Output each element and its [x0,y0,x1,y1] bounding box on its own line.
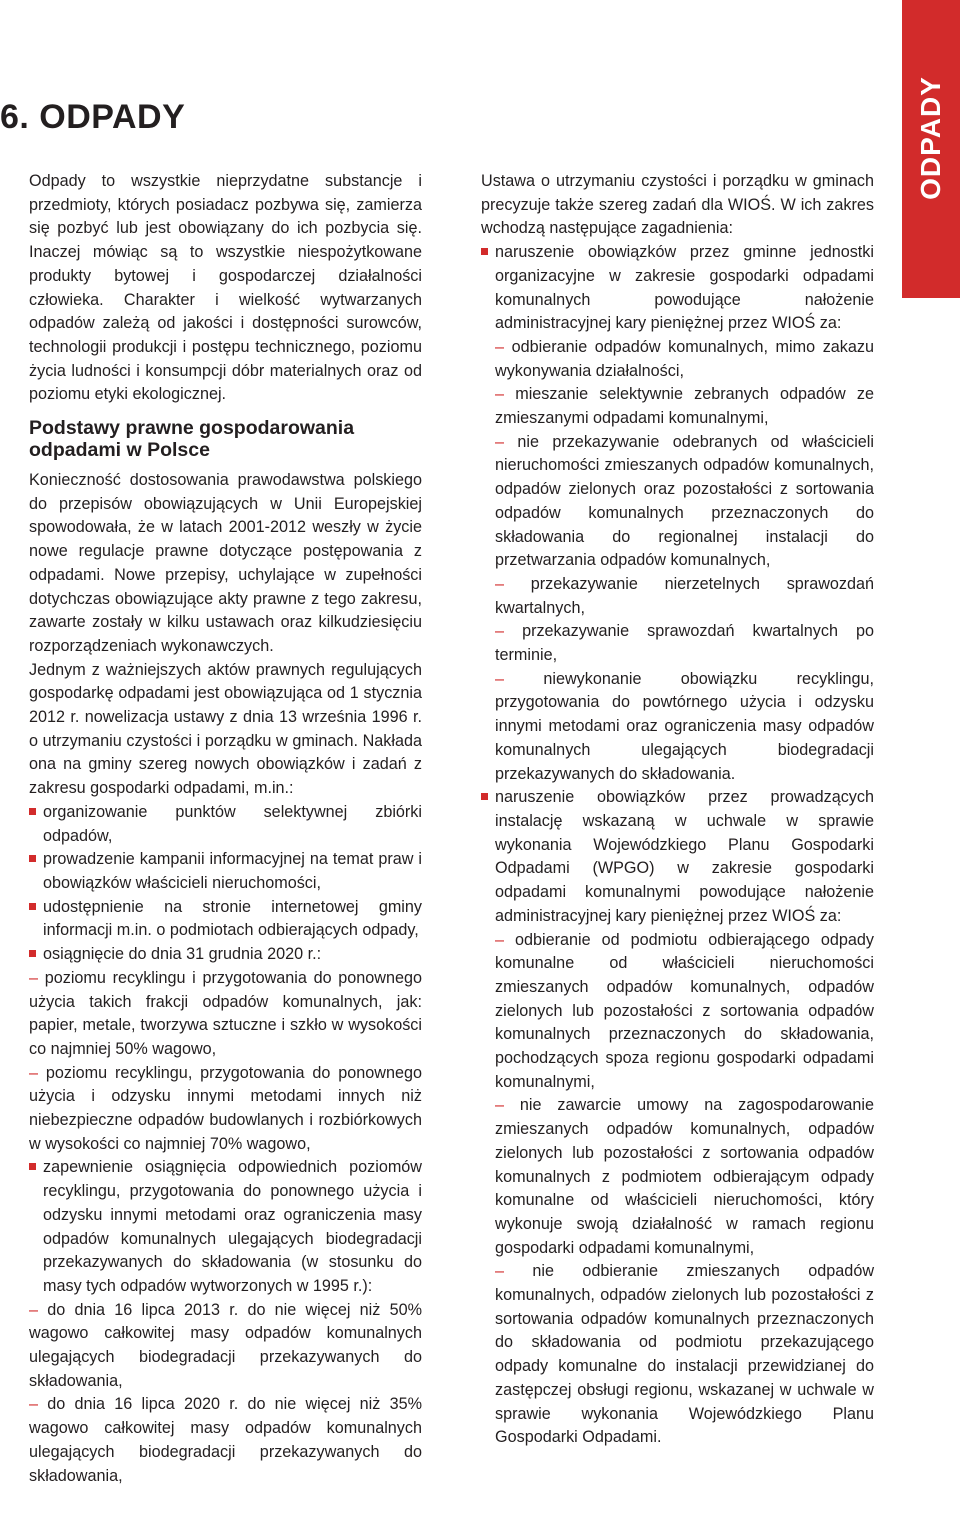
dash-marker: – [495,930,505,949]
right-column [481,170,874,1450]
list-item: zapewnienie osiągnięcia odpowiednich poziomów recyklingu, przygotowania do ponownego użycia i odzysku innymi metodami oraz ograniczenia masy odpadów komunalnych ulegających biodegradacji przekazywanych do składowania (w stosunku do masy tych odpadów wytworzonych w 1995 r.): [29,1156,422,1298]
list-item: prowadzenie kampanii informacyjnej na temat praw i obowiązków właścicieli nieruchomości, [29,848,422,895]
chapter-heading: 6. ODPADY [0,98,186,136]
legal-paragraph-1: Konieczność dostosowania prawodawstwa polskiego do przepisów obowiązujących w Unii Europejskiej spowodowała, że w latach 2001-2012 weszły w życie nowe regulacje prawne dotyczące postępowania z odpadami. Nowe przepisy, uchylające w zupełności dotychczas obowiązujące akty prawne z tego zakresu, zawarte zostały w kilku ustawach oraz kilkudziesięciu rozporządzeniach wykonawczych. [29,471,422,655]
sub-list-item [481,431,874,573]
sub-list-text: nie przekazywanie odebranych od właścicieli nieruchomości zmieszanych odpadów komunalnych, odpadów zielonych oraz pozostałości z sortowania odpadów komunalnych przeznaczonych do składowania do regionalnej instalacji do przetwarzania odpadów komunalnych, [495,432,874,570]
sub-list-item [481,336,874,383]
dash-marker: – [29,1063,39,1082]
sub-list-item [481,573,874,620]
dash-marker: – [29,1395,39,1414]
dash-marker: – [495,574,505,593]
sub-list-item [481,620,874,667]
sub-list-text: przekazywanie nierzetelnych sprawozdań kwartalnych, [495,574,874,617]
sub-list-text: nie zawarcie umowy na zagospodarowanie zmieszanych odpadów komunalnych, odpadów zielonych lub pozostałości z sortowania odpadów komunalnych z podmiotem odbierającym odpady komunalne od właścicieli nieruchomości, który wykonuje swoją działalność w ramach regionu gospodarki odpadami komunalnymi, [495,1096,875,1257]
list-item: osiągnięcie do dnia 31 grudnia 2020 r.: [29,943,422,967]
sub-list-text: odbieranie odpadów komunalnych, mimo zakazu wykonywania działalności, [495,337,875,380]
list-item: udostępnienie na stronie internetowej gminy informacji m.in. o podmiotach odbierających odpady, [29,896,422,943]
sub-list-text: nie odbieranie zmieszanych odpadów komunalnych, odpadów zielonych lub pozostałości z sortowania odpadów komunalnych przeznaczonych do składowania od podmiotu przekazującego odpady komunalne do instalacji przewidzianej do zastępczej obsługi regionu, wskazanej w uchwale w sprawie wykonania Wojewódzkiego Planu Gospodarki Odpadami. [495,1262,875,1447]
dash-marker: – [29,968,39,987]
dash-marker: – [495,432,505,451]
dash-marker: – [495,1262,505,1281]
section-subheading: Podstawy prawne gospodarowania odpadami w Polsce [29,417,355,462]
sub-list-item [29,1299,422,1394]
sub-list-text: przekazywanie sprawozdań kwartalnych po terminie, [495,622,874,665]
dash-marker: – [29,1300,39,1319]
wios-intro-paragraph: Ustawa o utrzymaniu czystości i porządku w gminach precyzuje także szereg zadań dla WIOŚ. W ich zakres wchodzą następujące zagadnienia: [481,172,874,238]
sub-list-text: odbieranie od podmiotu odbierającego odpady komunalne od właścicieli nieruchomości zmieszanych odpadów komunalnych, odpadów zielonych lub pozostałości z sortowania odpadów komunalnych przeznaczonych do składowania, pochodzących spoza regionu gospodarki odpadami komunalnymi, [495,930,875,1091]
sub-list-item [29,1062,422,1157]
dash-marker: – [495,622,505,641]
sub-list-text: poziomu recyklingu i przygotowania do ponownego użycia takich frakcji odpadów komunalnych, jak: papier, metale, tworzywa sztuczne i szkło w wysokości co najmniej 50% wagowo, [29,968,422,1058]
dash-marker: – [495,337,505,356]
sub-list-item [481,668,874,787]
sub-list-text: do dnia 16 lipca 2020 r. do nie więcej niż 35% wagowo całkowitej masy odpadów komunalnych ulegających biodegradacji przekazywanych do składowania, [29,1395,422,1485]
sub-list-item [481,1260,874,1450]
intro-paragraph: Odpady to wszystkie nieprzydatne substancje i przedmioty, których posiadacz pozbywa się, zamierza się pozbyć lub jest obowiązany do ich pozbycia się. Inaczej mówiąc są to wszystkie niespożytkowane produkty bytowej i gospodarczej działalności człowieka. Charakter i wielkość wytwarzanych odpadów zależą od jakości i dostępności surowców, technologii produkcji i postępu technicznego, poziomu życia ludności i konsumpcji dóbr materialnych oraz od poziomu etyki ekologicznej. [29,172,422,404]
dash-marker: – [495,385,505,404]
sub-list-item [29,1393,422,1488]
legal-paragraph-2: Jednym z ważniejszych aktów prawnych regulujących gospodarkę odpadami jest obowiązująca od 1 stycznia 2012 r. nowelizacja ustawy z dnia 13 września 1996 r. o utrzymaniu czystości i porządku w gminach. Nakłada ona na gminy szereg nowych obowiązków i zadań z zakresu gospodarki odpadami, m.in.: [29,660,422,798]
sub-list-item [481,929,874,1095]
sub-list-text: do dnia 16 lipca 2013 r. do nie więcej niż 50% wagowo całkowitej masy odpadów komunalnych ulegających biodegradacji przekazywanych do składowania, [29,1300,422,1390]
sub-list-text: poziomu recyklingu, przygotowania do ponownego użycia i odzysku innymi metodami innych niż niebezpieczne odpadów budowlanych i rozbiórkowych w wysokości co najmniej 70% wagowo, [29,1063,422,1153]
chapter-side-tab [902,0,960,298]
dash-marker: – [495,669,505,688]
sub-list-text: niewykonanie obowiązku recyklingu, przygotowania do powtórnego użycia i odzysku innymi metodami oraz ograniczenia masy odpadów komunalnych ulegających biodegradacji przekazywanych do składowania. [495,669,874,783]
list-item: organizowanie punktów selektywnej zbiórki odpadów, [29,801,422,848]
left-column [29,170,422,1488]
dash-marker: – [495,1096,505,1115]
list-item: naruszenie obowiązków przez gminne jednostki organizacyjne w zakresie gospodarki odpadami komunalnych powodujące nałożenie administracyjnej kary pieniężnej przez WIOŚ za: [481,241,874,336]
list-item: naruszenie obowiązków przez prowadzących instalację wskazaną w uchwale w sprawie wykonania Wojewódzkiego Planu Gospodarki Odpadami (WPGO) w zakresie gospodarki odpadami komunalnymi powodujące nałożenie administracyjnej kary pieniężnej przez WIOŚ za: [481,786,874,928]
sub-list-item [29,967,422,1062]
chapter-side-tab-label: ODPADY [915,76,946,200]
sub-list-item [481,1094,874,1260]
sub-list-text: mieszanie selektywnie zebranych odpadów ze zmieszanymi odpadami komunalnymi, [495,385,875,428]
sub-list-item [481,383,874,430]
